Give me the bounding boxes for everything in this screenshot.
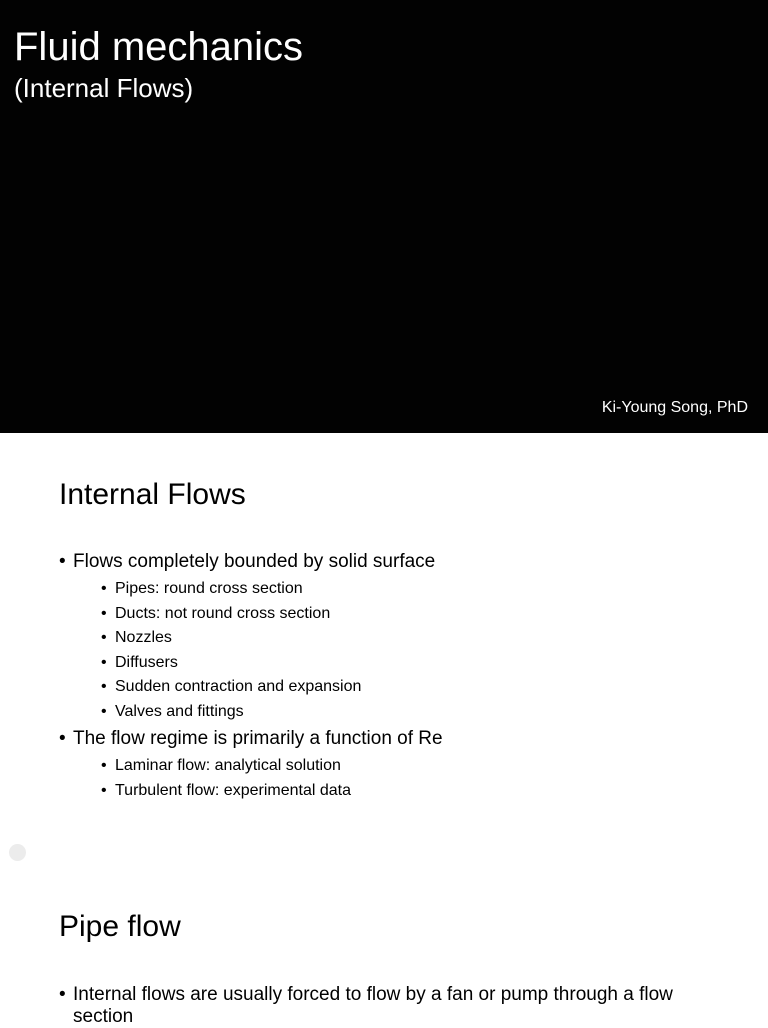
pipe-flow-bullets bbox=[59, 984, 699, 1028]
sub-bullet-item: • Valves and fittings bbox=[101, 700, 443, 725]
sub-bullet-list bbox=[101, 754, 443, 803]
slide-nav-dot[interactable] bbox=[9, 844, 26, 861]
sub-bullet-item: • Turbulent flow: experimental data bbox=[101, 779, 443, 804]
internal-flows-heading: Internal Flows bbox=[59, 478, 246, 511]
slide-subtitle: (Internal Flows) bbox=[14, 73, 194, 103]
sub-bullet-item: • Ducts: not round cross section bbox=[101, 602, 443, 627]
slide-title: Fluid mechanics bbox=[14, 25, 304, 69]
sub-bullet-item: • Nozzles bbox=[101, 626, 443, 651]
bullet-item: • Internal flows are usually forced to flow by a fan or pump through a flow section bbox=[59, 984, 699, 1028]
internal-flows-bullets bbox=[59, 551, 443, 807]
title-slide bbox=[0, 0, 768, 433]
sub-bullet-item: • Laminar flow: analytical solution bbox=[101, 754, 443, 779]
sub-bullet-item: • Diffusers bbox=[101, 651, 443, 676]
sub-bullet-list bbox=[101, 577, 443, 724]
bullet-text: The flow regime is primarily a function of Re bbox=[73, 728, 443, 749]
bullet-item bbox=[59, 551, 443, 724]
pipe-flow-heading: Pipe flow bbox=[59, 910, 181, 943]
sub-bullet-item: • Pipes: round cross section bbox=[101, 577, 443, 602]
bullet-text: Flows completely bounded by solid surface bbox=[73, 551, 436, 572]
bullet-item bbox=[59, 728, 443, 803]
sub-bullet-item: • Sudden contraction and expansion bbox=[101, 675, 443, 700]
author-name: Ki-Young Song, PhD bbox=[601, 399, 748, 416]
